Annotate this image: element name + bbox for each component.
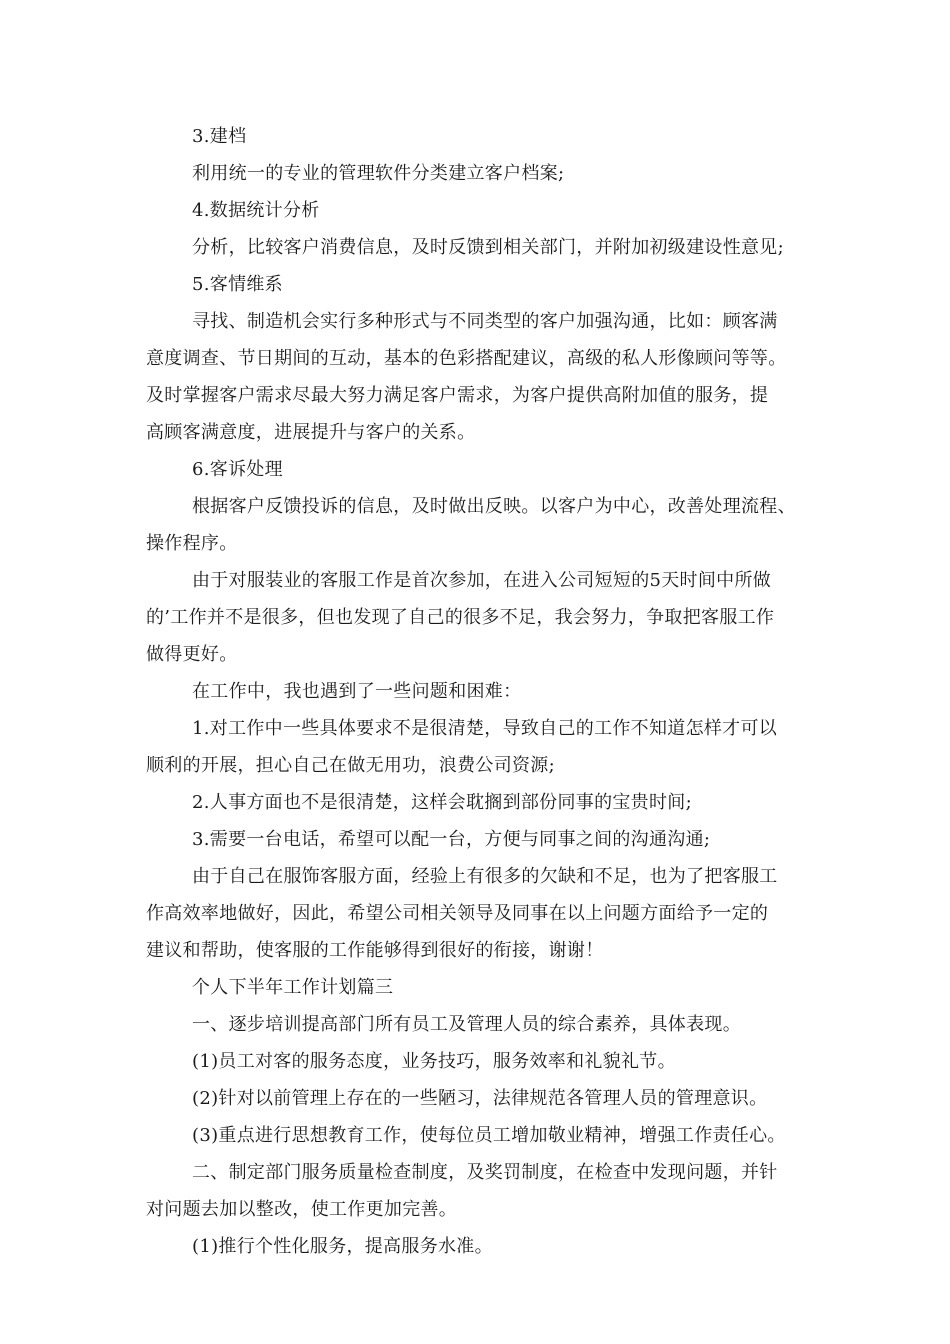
paragraph: 6.客诉处理 (192, 459, 283, 480)
paragraph: 一、逐步培训提高部门所有员工及管理人员的综合素养，具体表现。 (192, 1014, 741, 1035)
paragraph-line: 建议和帮助，使客服的工作能够得到很好的衔接，谢谢！ (146, 940, 604, 961)
paragraph-line: 寻找、制造机会实行多种形式与不同类型的客户加强沟通，比如：顾客满 (192, 311, 778, 332)
paragraph: (3)重点进行思想教育工作，使每位员工增加敬业精神，增强工作责任心。 (192, 1125, 786, 1146)
paragraph-line: 根据客户反馈投诉的信息，及时做出反映。以客户为中心，改善处理流程、 (192, 496, 796, 517)
paragraph: 利用统一的专业的管理软件分类建立客户档案; (192, 163, 565, 184)
document-body (146, 118, 814, 1265)
paragraph-line: 由于对服装业的客服工作是首次参加，在进入公司短短的5天时间中所做 (192, 570, 772, 591)
paragraph: (1)推行个性化服务，提高服务水准。 (192, 1236, 493, 1257)
paragraph-line: 做得更好。 (146, 644, 238, 665)
paragraph-line: 由于自己在服饰客服方面，经验上有很多的欠缺和不足，也为了把客服工 (192, 866, 778, 887)
paragraph-line: 1.对工作中一些具体要求不是很清楚，导致自己的工作不知道怎样才可以 (192, 718, 778, 739)
paragraph-line: 作高效率地做好，因此，希望公司相关领导及同事在以上问题方面给予一定的 (146, 903, 769, 924)
paragraph-line: 高顾客满意度，进展提升与客户的关系。 (146, 422, 476, 443)
paragraph-line: 意度调查、节日期间的互动，基本的色彩搭配建议，高级的私人形像顾问等等。 (146, 348, 787, 369)
paragraph: 分析，比较客户消费信息，及时反馈到相关部门，并附加初级建设性意见; (192, 237, 784, 258)
paragraph: (1)员工对客的服务态度，业务技巧，服务效率和礼貌礼节。 (192, 1051, 676, 1072)
paragraph-line: 的’工作并不是很多，但也发现了自己的很多不足，我会努力，争取把客服工作 (146, 607, 775, 628)
paragraph: 3.建档 (192, 126, 247, 147)
paragraph: 在工作中，我也遇到了一些问题和困难： (192, 681, 522, 702)
paragraph-line: 顺利的开展，担心自己在做无用功，浪费公司资源; (146, 755, 555, 776)
paragraph-line: 及时掌握客户需求尽最大努力满足客户需求，为客户提供高附加值的服务，提 (146, 385, 769, 406)
paragraph: 4.数据统计分析 (192, 200, 320, 221)
paragraph: 个人下半年工作计划篇三 (192, 977, 394, 998)
paragraph-line: 操作程序。 (146, 533, 238, 554)
paragraph-line: 对问题去加以整改，使工作更加完善。 (146, 1199, 458, 1220)
paragraph: (2)针对以前管理上存在的一些陋习，法律规范各管理人员的管理意识。 (192, 1088, 768, 1109)
paragraph: 2.人事方面也不是很清楚，这样会耽搁到部份同事的宝贵时间; (192, 792, 692, 813)
paragraph: 3.需要一台电话，希望可以配一台，方便与同事之间的沟通沟通; (192, 829, 711, 850)
paragraph: 5.客情维系 (192, 274, 283, 295)
paragraph-line: 二、制定部门服务质量检查制度，及奖罚制度，在检查中发现问题，并针 (192, 1162, 778, 1183)
